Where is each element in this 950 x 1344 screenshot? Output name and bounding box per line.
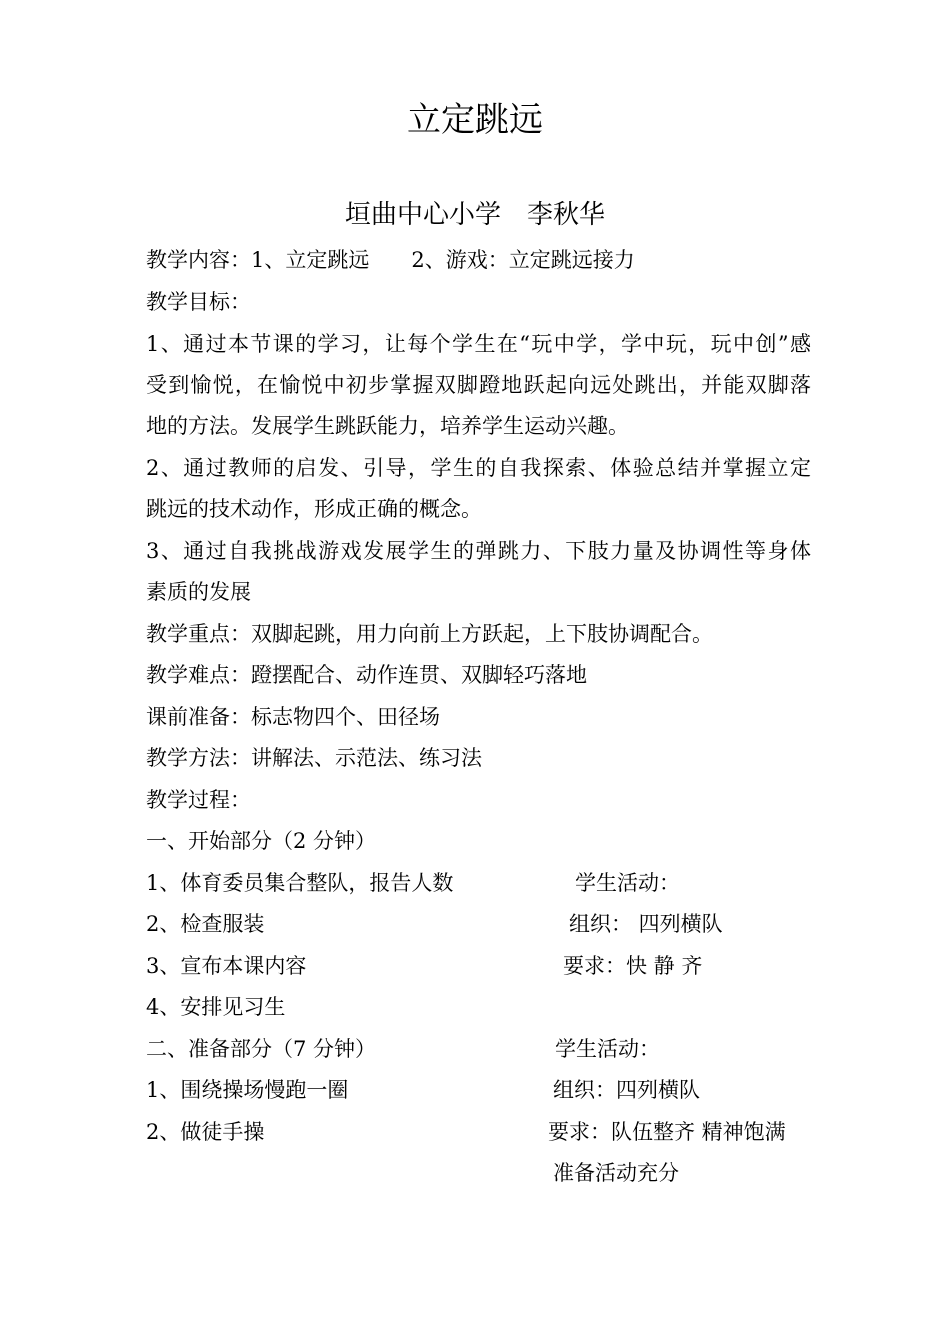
goal-1-line-3: 地的方法。发展学生跳跃能力，培养学生运动兴趣。: [146, 414, 629, 438]
teaching-goals-label: 教学目标：: [146, 290, 251, 314]
goal-3-line-2: 素质的发展: [146, 580, 251, 604]
goal-3-line-1: 3、通过自我挑战游戏发展学生的弹跳力、下肢力量及协调性等身体: [146, 539, 811, 563]
part-1-organization: 组织： 四列横队: [569, 912, 723, 936]
part-1-item-2: 2、检查服装: [146, 912, 265, 936]
goal-1-line-2: 受到愉悦，在愉悦中初步掌握双脚蹬地跃起向远处跳出，并能双脚落: [146, 373, 811, 397]
goal-1-line-1: 1、通过本节课的学习，让每个学生在“玩中学，学中玩，玩中创”感: [146, 332, 811, 356]
part-1-heading: 一、开始部分（2 分钟）: [146, 829, 377, 853]
part-2-student-activity: 学生活动：: [555, 1037, 660, 1061]
part-1-requirement: 要求：快 静 齐: [563, 954, 703, 978]
teaching-content: 教学内容：1、立定跳远 2、游戏：立定跳远接力: [146, 248, 635, 272]
part-2-item-1: 1、围绕操场慢跑一圈: [146, 1078, 349, 1102]
part-2-requirement: 要求：队伍整齐 精神饱满: [548, 1120, 786, 1144]
part-2-item-2: 2、做徒手操: [146, 1120, 265, 1144]
goal-2-line-2: 跳远的技术动作，形成正确的概念。: [146, 497, 482, 521]
author-line: 垣曲中心小学 李秋华: [344, 200, 605, 230]
part-2-heading: 二、准备部分（7 分钟）: [146, 1037, 377, 1061]
part-2-requirement-cont: 准备活动充分: [553, 1161, 679, 1185]
difficulties: 教学难点：蹬摆配合、动作连贯、双脚轻巧落地: [146, 663, 587, 687]
preparation: 课前准备：标志物四个、田径场: [146, 705, 440, 729]
part-1-item-4: 4、安排见习生: [146, 995, 286, 1019]
process-label: 教学过程：: [146, 788, 251, 812]
teaching-methods: 教学方法：讲解法、示范法、练习法: [146, 746, 482, 770]
part-2-organization: 组织：四列横队: [553, 1078, 700, 1102]
part-1-item-3: 3、宣布本课内容: [146, 954, 307, 978]
part-1-item-1: 1、体育委员集合整队，报告人数: [146, 871, 454, 895]
page-title: 立定跳远: [407, 100, 543, 140]
goal-2-line-1: 2、通过教师的启发、引导，学生的自我探索、体验总结并掌握立定: [146, 456, 811, 480]
part-1-student-activity: 学生活动：: [575, 871, 680, 895]
key-points: 教学重点：双脚起跳，用力向前上方跃起，上下肢协调配合。: [146, 622, 713, 646]
